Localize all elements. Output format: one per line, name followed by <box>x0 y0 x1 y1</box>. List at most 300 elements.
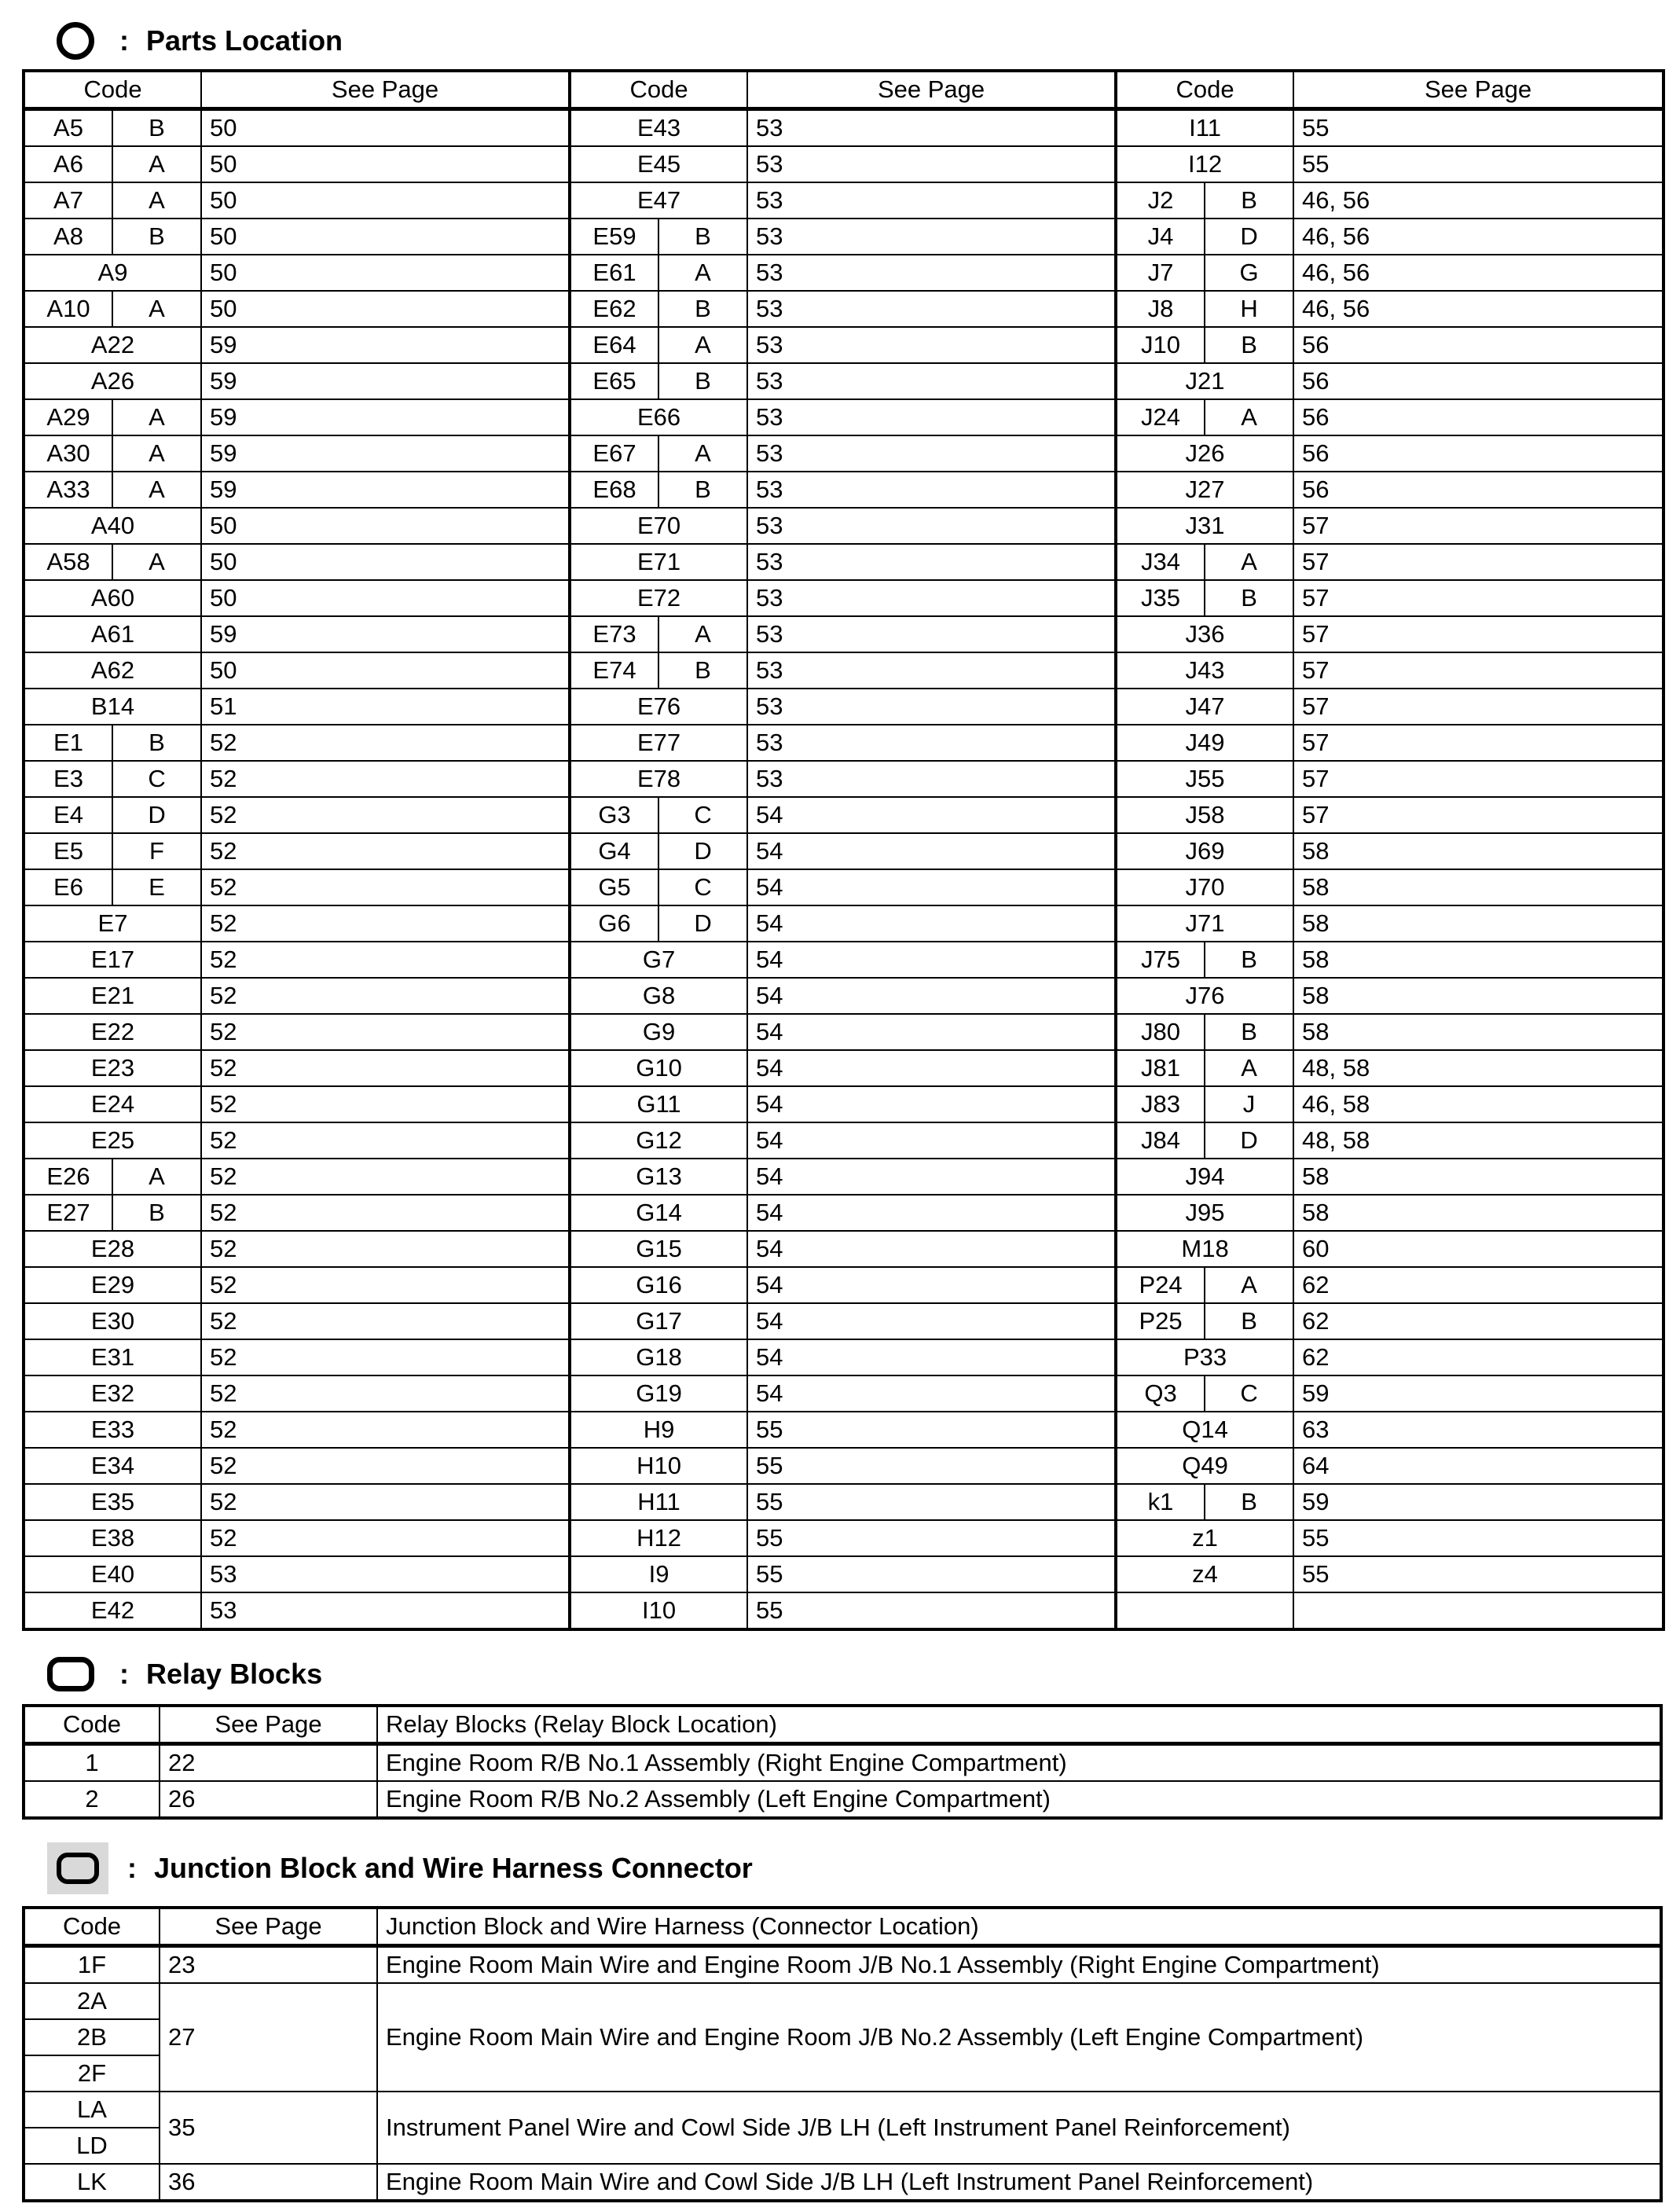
parts-location-title: Parts Location <box>146 24 343 57</box>
code-cell: z1 <box>1116 1520 1293 1556</box>
see-page-cell: 57 <box>1293 652 1663 689</box>
see-page-cell: 54 <box>747 905 1116 942</box>
code-cell: E30 <box>24 1303 201 1339</box>
description-header: Relay Blocks (Relay Block Location) <box>377 1706 1661 1744</box>
see-page-cell: 52 <box>201 1267 570 1303</box>
sub-code-cell: B <box>112 1195 201 1231</box>
table-row <box>24 327 1663 363</box>
code-cell: E73 <box>570 616 658 652</box>
see-page-cell: 53 <box>747 182 1116 219</box>
see-page-cell: 22 <box>160 1744 377 1782</box>
sub-code-cell: C <box>658 797 747 833</box>
see-page-cell: 52 <box>201 1448 570 1484</box>
sub-code-cell: A <box>658 616 747 652</box>
see-page-cell: 53 <box>747 616 1116 652</box>
code-cell: G4 <box>570 833 658 869</box>
table-row <box>24 1781 1661 1818</box>
see-page-cell: 57 <box>1293 797 1663 833</box>
sub-code-cell: D <box>112 797 201 833</box>
see-page-cell: 62 <box>1293 1267 1663 1303</box>
see-page-cell: 54 <box>747 942 1116 978</box>
code-cell: A61 <box>24 616 201 652</box>
table-row <box>24 1556 1663 1592</box>
sub-code-cell: A <box>112 435 201 472</box>
code-cell: z4 <box>1116 1556 1293 1592</box>
sub-code-cell: A <box>112 1159 201 1195</box>
code-cell: E31 <box>24 1339 201 1375</box>
sub-code-cell: B <box>658 291 747 327</box>
code-cell: E3 <box>24 761 112 797</box>
code-cell: LK <box>24 2164 160 2201</box>
sub-code-cell: A <box>112 472 201 508</box>
see-page-cell: 52 <box>201 1014 570 1050</box>
heading-colon: : <box>119 1658 129 1690</box>
see-page-cell: 54 <box>747 1231 1116 1267</box>
table-row <box>24 978 1663 1014</box>
see-page-cell: 52 <box>201 1412 570 1448</box>
sub-code-cell: D <box>658 833 747 869</box>
table-row <box>24 869 1663 905</box>
code-cell: G13 <box>570 1159 747 1195</box>
sub-code-cell: A <box>1205 399 1293 435</box>
table-row <box>24 399 1663 435</box>
code-cell: A6 <box>24 146 112 182</box>
see-page-cell: 59 <box>201 327 570 363</box>
relay-blocks-table <box>22 1704 1663 1820</box>
see-page-cell: 59 <box>1293 1375 1663 1412</box>
description-header: Junction Block and Wire Harness (Connector Location) <box>377 1908 1661 1946</box>
code-cell: E28 <box>24 1231 201 1267</box>
see-page-cell: 52 <box>201 797 570 833</box>
heading-colon: : <box>127 1852 137 1884</box>
see-page-cell: 53 <box>747 652 1116 689</box>
sub-code-cell: J <box>1205 1086 1293 1122</box>
code-cell: E42 <box>24 1592 201 1629</box>
see-page-cell: 52 <box>201 1086 570 1122</box>
code-cell: G8 <box>570 978 747 1014</box>
table-row <box>24 109 1663 147</box>
sub-code-cell: B <box>658 219 747 255</box>
table-row <box>24 580 1663 616</box>
table-row <box>24 1303 1663 1339</box>
code-cell: A30 <box>24 435 112 472</box>
see-page-cell: 55 <box>1293 109 1663 147</box>
code-cell: G9 <box>570 1014 747 1050</box>
code-cell: A8 <box>24 219 112 255</box>
code-cell: 2B <box>24 2019 160 2055</box>
code-cell: E33 <box>24 1412 201 1448</box>
code-cell: J7 <box>1116 255 1205 291</box>
code-cell: G16 <box>570 1267 747 1303</box>
code-cell: A29 <box>24 399 112 435</box>
see-page-header: See Page <box>160 1706 377 1744</box>
code-cell: J58 <box>1116 797 1293 833</box>
see-page-cell: 54 <box>747 1122 1116 1159</box>
see-page-cell: 55 <box>1293 1556 1663 1592</box>
see-page-cell: 55 <box>1293 146 1663 182</box>
code-cell: E62 <box>570 291 658 327</box>
code-cell: k1 <box>1116 1484 1205 1520</box>
code-cell: J83 <box>1116 1086 1205 1122</box>
code-cell: E34 <box>24 1448 201 1484</box>
relay-blocks-title: Relay Blocks <box>146 1658 323 1690</box>
code-cell: E17 <box>24 942 201 978</box>
sub-code-cell: H <box>1205 291 1293 327</box>
code-cell: J47 <box>1116 689 1293 725</box>
see-page-cell: 54 <box>747 1267 1116 1303</box>
see-page-cell: 54 <box>747 797 1116 833</box>
rounded-rect-symbol-icon <box>47 1657 94 1691</box>
code-cell: E45 <box>570 146 747 182</box>
table-row <box>24 1484 1663 1520</box>
see-page-cell: 57 <box>1293 616 1663 652</box>
see-page-cell: 55 <box>747 1448 1116 1484</box>
sub-code-cell: B <box>1205 580 1293 616</box>
see-page-cell: 56 <box>1293 327 1663 363</box>
code-cell: J55 <box>1116 761 1293 797</box>
see-page-cell: 52 <box>201 1050 570 1086</box>
code-cell: G15 <box>570 1231 747 1267</box>
code-cell: E29 <box>24 1267 201 1303</box>
see-page-cell: 55 <box>747 1592 1116 1629</box>
see-page-header: See Page <box>747 71 1116 109</box>
sub-code-cell: D <box>1205 1122 1293 1159</box>
see-page-cell: 58 <box>1293 833 1663 869</box>
empty-cell <box>1293 1592 1663 1629</box>
see-page-cell: 54 <box>747 1303 1116 1339</box>
table-row <box>24 182 1663 219</box>
description-cell: Engine Room R/B No.2 Assembly (Left Engine Compartment) <box>377 1781 1661 1818</box>
table-row <box>24 1159 1663 1195</box>
see-page-cell: 50 <box>201 544 570 580</box>
see-page-cell: 53 <box>747 109 1116 147</box>
code-cell: H12 <box>570 1520 747 1556</box>
see-page-cell: 36 <box>160 2164 377 2201</box>
see-page-cell: 54 <box>747 1375 1116 1412</box>
table-row <box>24 1195 1663 1231</box>
code-cell: G17 <box>570 1303 747 1339</box>
code-cell: G19 <box>570 1375 747 1412</box>
relay-header-row <box>24 1706 1661 1744</box>
code-cell: E22 <box>24 1014 201 1050</box>
see-page-cell: 59 <box>201 435 570 472</box>
table-row <box>24 905 1663 942</box>
see-page-cell: 53 <box>747 435 1116 472</box>
code-cell: E5 <box>24 833 112 869</box>
see-page-cell: 56 <box>1293 399 1663 435</box>
see-page-cell: 52 <box>201 1484 570 1520</box>
see-page-cell: 53 <box>747 327 1116 363</box>
code-cell: M18 <box>1116 1231 1293 1267</box>
code-cell: J8 <box>1116 291 1205 327</box>
see-page-cell: 50 <box>201 109 570 147</box>
see-page-cell: 55 <box>747 1412 1116 1448</box>
see-page-cell: 58 <box>1293 1014 1663 1050</box>
code-cell: J35 <box>1116 580 1205 616</box>
see-page-header: See Page <box>1293 71 1663 109</box>
code-cell: J26 <box>1116 435 1293 472</box>
table-row <box>24 255 1663 291</box>
description-cell: Engine Room Main Wire and Engine Room J/B No.1 Assembly (Right Engine Compartment) <box>377 1946 1661 1984</box>
code-cell: E23 <box>24 1050 201 1086</box>
code-cell: G14 <box>570 1195 747 1231</box>
code-cell: Q49 <box>1116 1448 1293 1484</box>
code-cell: A5 <box>24 109 112 147</box>
see-page-cell: 35 <box>160 2092 377 2164</box>
sub-code-cell: F <box>112 833 201 869</box>
see-page-cell: 52 <box>201 1303 570 1339</box>
see-page-cell: 58 <box>1293 978 1663 1014</box>
see-page-cell: 55 <box>747 1520 1116 1556</box>
table-row <box>24 2092 1661 2128</box>
sub-code-cell: A <box>658 435 747 472</box>
see-page-cell: 57 <box>1293 508 1663 544</box>
see-page-cell: 50 <box>201 291 570 327</box>
see-page-cell: 53 <box>747 544 1116 580</box>
code-cell: G3 <box>570 797 658 833</box>
see-page-cell: 56 <box>1293 363 1663 399</box>
code-cell: J84 <box>1116 1122 1205 1159</box>
code-cell: I9 <box>570 1556 747 1592</box>
code-cell: J76 <box>1116 978 1293 1014</box>
table-row <box>24 1231 1663 1267</box>
sub-code-cell: A <box>112 399 201 435</box>
description-cell: Engine Room Main Wire and Cowl Side J/B LH (Left Instrument Panel Reinforcement) <box>377 2164 1661 2201</box>
sub-code-cell: B <box>1205 1014 1293 1050</box>
sub-code-cell: B <box>1205 942 1293 978</box>
code-cell: J43 <box>1116 652 1293 689</box>
code-cell: I12 <box>1116 146 1293 182</box>
junction-block-heading <box>47 1842 753 1894</box>
see-page-cell: 52 <box>201 1231 570 1267</box>
see-page-cell: 50 <box>201 219 570 255</box>
sub-code-cell: A <box>112 182 201 219</box>
sub-code-cell: B <box>658 363 747 399</box>
sub-code-cell: B <box>1205 1484 1293 1520</box>
see-page-cell: 50 <box>201 652 570 689</box>
sub-code-cell: A <box>112 291 201 327</box>
see-page-cell: 53 <box>747 761 1116 797</box>
table-row <box>24 1448 1663 1484</box>
code-cell: J34 <box>1116 544 1205 580</box>
table-row <box>24 363 1663 399</box>
junction-block-table <box>22 1906 1663 2202</box>
see-page-cell: 52 <box>201 1375 570 1412</box>
table-row <box>24 1983 1661 2019</box>
code-cell: J75 <box>1116 942 1205 978</box>
code-cell: J10 <box>1116 327 1205 363</box>
see-page-cell: 59 <box>201 616 570 652</box>
code-cell: E24 <box>24 1086 201 1122</box>
see-page-cell: 53 <box>201 1556 570 1592</box>
code-cell: E25 <box>24 1122 201 1159</box>
table-row <box>24 1050 1663 1086</box>
see-page-cell: 53 <box>747 689 1116 725</box>
code-cell: LD <box>24 2128 160 2164</box>
see-page-cell: 53 <box>747 146 1116 182</box>
sub-code-cell: E <box>112 869 201 905</box>
code-cell: E40 <box>24 1556 201 1592</box>
sub-code-cell: B <box>1205 1303 1293 1339</box>
code-cell: LA <box>24 2092 160 2128</box>
code-cell: G18 <box>570 1339 747 1375</box>
code-cell: J95 <box>1116 1195 1293 1231</box>
see-page-cell: 53 <box>747 291 1116 327</box>
table-row <box>24 435 1663 472</box>
table-row <box>24 1946 1661 1984</box>
description-cell: Instrument Panel Wire and Cowl Side J/B LH (Left Instrument Panel Reinforcement) <box>377 2092 1661 2164</box>
see-page-cell: 53 <box>747 363 1116 399</box>
code-cell: G10 <box>570 1050 747 1086</box>
see-page-cell: 26 <box>160 1781 377 1818</box>
see-page-cell: 58 <box>1293 905 1663 942</box>
table-row <box>24 942 1663 978</box>
code-cell: E74 <box>570 652 658 689</box>
code-header: Code <box>24 1908 160 1946</box>
sub-code-cell: G <box>1205 255 1293 291</box>
see-page-cell: 58 <box>1293 942 1663 978</box>
code-cell: J80 <box>1116 1014 1205 1050</box>
table-row <box>24 1412 1663 1448</box>
see-page-cell: 52 <box>201 1122 570 1159</box>
see-page-cell: 52 <box>201 761 570 797</box>
sub-code-cell: D <box>1205 219 1293 255</box>
see-page-cell: 57 <box>1293 725 1663 761</box>
code-cell: A26 <box>24 363 201 399</box>
code-cell: G5 <box>570 869 658 905</box>
see-page-cell: 60 <box>1293 1231 1663 1267</box>
junction-header-row <box>24 1908 1661 1946</box>
see-page-cell: 46, 56 <box>1293 219 1663 255</box>
code-cell: H11 <box>570 1484 747 1520</box>
code-cell: E21 <box>24 978 201 1014</box>
table-row <box>24 833 1663 869</box>
code-cell: 1 <box>24 1744 160 1782</box>
see-page-cell: 46, 56 <box>1293 255 1663 291</box>
sub-code-cell: C <box>658 869 747 905</box>
sub-code-cell: C <box>1205 1375 1293 1412</box>
heading-colon: : <box>119 24 129 57</box>
see-page-cell: 57 <box>1293 580 1663 616</box>
code-cell: E77 <box>570 725 747 761</box>
code-cell: A7 <box>24 182 112 219</box>
see-page-cell: 56 <box>1293 472 1663 508</box>
see-page-cell: 62 <box>1293 1339 1663 1375</box>
see-page-cell: 54 <box>747 1050 1116 1086</box>
code-cell: P33 <box>1116 1339 1293 1375</box>
table-row <box>24 1267 1663 1303</box>
see-page-cell: 52 <box>201 1520 570 1556</box>
code-cell: J70 <box>1116 869 1293 905</box>
see-page-cell: 23 <box>160 1946 377 1984</box>
see-page-cell: 50 <box>201 508 570 544</box>
table-row <box>24 146 1663 182</box>
code-cell: J36 <box>1116 616 1293 652</box>
code-cell: G7 <box>570 942 747 978</box>
code-header: Code <box>24 1706 160 1744</box>
code-cell: J4 <box>1116 219 1205 255</box>
table-row <box>24 291 1663 327</box>
code-header: Code <box>570 71 747 109</box>
sub-code-cell: B <box>112 219 201 255</box>
code-cell: J81 <box>1116 1050 1205 1086</box>
see-page-cell: 59 <box>1293 1484 1663 1520</box>
sub-code-cell: B <box>658 652 747 689</box>
code-cell: A40 <box>24 508 201 544</box>
description-cell: Engine Room R/B No.1 Assembly (Right Engine Compartment) <box>377 1744 1661 1782</box>
code-cell: E32 <box>24 1375 201 1412</box>
see-page-cell: 54 <box>747 1339 1116 1375</box>
table-row <box>24 544 1663 580</box>
sub-code-cell: A <box>1205 1050 1293 1086</box>
see-page-cell: 50 <box>201 182 570 219</box>
parts-header-row <box>24 71 1663 109</box>
code-cell: E76 <box>570 689 747 725</box>
see-page-cell: 53 <box>747 219 1116 255</box>
see-page-cell: 46, 56 <box>1293 182 1663 219</box>
sub-code-cell: B <box>112 725 201 761</box>
see-page-header: See Page <box>201 71 570 109</box>
code-cell: E6 <box>24 869 112 905</box>
code-cell: J24 <box>1116 399 1205 435</box>
see-page-cell: 53 <box>747 399 1116 435</box>
table-row <box>24 2164 1661 2201</box>
table-row <box>24 1086 1663 1122</box>
empty-cell <box>1116 1592 1293 1629</box>
see-page-cell: 59 <box>201 472 570 508</box>
sub-code-cell: C <box>112 761 201 797</box>
see-page-cell: 53 <box>747 580 1116 616</box>
code-cell: A33 <box>24 472 112 508</box>
see-page-cell: 54 <box>747 1159 1116 1195</box>
table-row <box>24 1520 1663 1556</box>
see-page-cell: 58 <box>1293 869 1663 905</box>
see-page-cell: 62 <box>1293 1303 1663 1339</box>
table-row <box>24 652 1663 689</box>
code-cell: B14 <box>24 689 201 725</box>
see-page-cell: 53 <box>747 472 1116 508</box>
sub-code-cell: A <box>112 146 201 182</box>
see-page-cell: 52 <box>201 725 570 761</box>
code-cell: E67 <box>570 435 658 472</box>
code-header: Code <box>1116 71 1293 109</box>
junction-block-title: Junction Block and Wire Harness Connector <box>154 1852 753 1884</box>
code-cell: A22 <box>24 327 201 363</box>
see-page-cell: 57 <box>1293 761 1663 797</box>
table-row <box>24 616 1663 652</box>
table-row <box>24 761 1663 797</box>
code-cell: A62 <box>24 652 201 689</box>
see-page-cell: 51 <box>201 689 570 725</box>
code-cell: E38 <box>24 1520 201 1556</box>
code-cell: E26 <box>24 1159 112 1195</box>
code-cell: 2A <box>24 1983 160 2019</box>
see-page-cell: 53 <box>201 1592 570 1629</box>
relay-blocks-heading <box>47 1657 322 1691</box>
code-cell: E72 <box>570 580 747 616</box>
table-row <box>24 1339 1663 1375</box>
see-page-cell: 54 <box>747 869 1116 905</box>
code-cell: E78 <box>570 761 747 797</box>
table-row <box>24 797 1663 833</box>
table-row <box>24 219 1663 255</box>
sub-code-cell: B <box>112 109 201 147</box>
code-cell: J21 <box>1116 363 1293 399</box>
sub-code-cell: B <box>658 472 747 508</box>
table-row <box>24 725 1663 761</box>
see-page-cell: 58 <box>1293 1195 1663 1231</box>
code-cell: Q3 <box>1116 1375 1205 1412</box>
